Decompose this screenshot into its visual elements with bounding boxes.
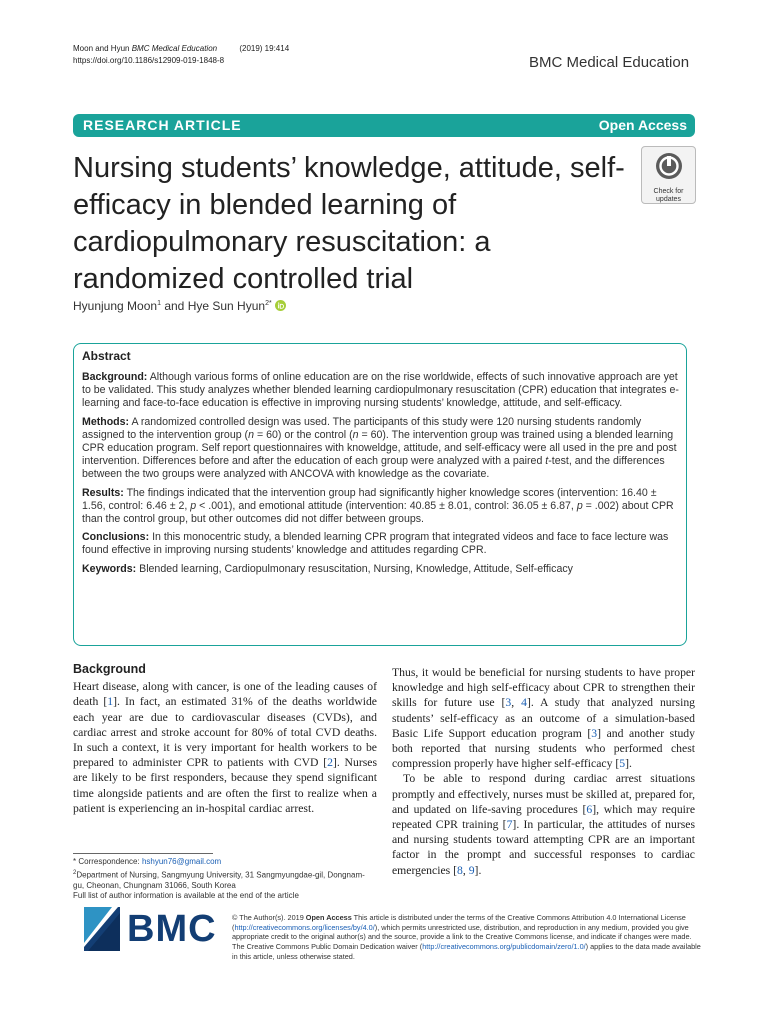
article-title: Nursing students’ knowledge, attitude, self-efficacy in blended learning of cardiopulmonary resuscitation: a randomized controlled trial [73, 152, 625, 295]
article-type-banner [73, 114, 695, 137]
orcid-icon[interactable] [275, 300, 286, 311]
abstract-results [82, 487, 679, 527]
left-text-1: Heart disease, along with cancer, is one of the leading causes of death [ [73, 680, 377, 709]
citation-link[interactable]: 1 [107, 695, 114, 709]
citation-link[interactable]: 2 [327, 756, 333, 770]
article-type-label: RESEARCH ARTICLE [83, 117, 242, 133]
doi-link[interactable]: https://doi.org/10.1186/s12909-019-1848-8 [73, 56, 225, 65]
author-2[interactable]: Hye Sun Hyun [187, 299, 266, 313]
right-text-8: ]. [474, 863, 482, 877]
right-text-3: ] and another study both reported that nursing students who performed chest compression properly have higher self-efficacy [ [392, 726, 695, 771]
right-paragraph-2 [392, 771, 695, 877]
abstract-background [82, 371, 679, 411]
license-text [232, 913, 702, 962]
license-open-access: Open Access [305, 913, 352, 922]
background-section-heading: Background [73, 662, 146, 676]
background-label: Background: [82, 371, 148, 383]
author-list [73, 299, 286, 313]
right-text-1: Thus, it would be beneficial for nursing students to have proper knowledge and high self-efficacy about CPR to strengthen their skills for future use [ [392, 666, 695, 710]
abstract-methods [82, 416, 679, 482]
citation-link[interactable]: 8 [457, 863, 463, 877]
abstract-heading: Abstract [82, 349, 131, 363]
bmc-logo-text: BMC [127, 908, 217, 950]
conclusions-label: Conclusions: [82, 531, 150, 544]
right-text-4: ]. [625, 757, 632, 771]
results-text-2: < .001), and emotional attitude (intervention: 40.85 ± 8.01, control: 36.05 ± 6.87, [199, 499, 577, 512]
methods-n-2: n [352, 428, 359, 441]
right-paragraph-1 [392, 665, 695, 771]
check-line2: updates [656, 196, 681, 203]
results-text-1: The findings indicated that the intervention group had significantly higher knowledge scores (intervention: 16.40 ± 1.56, control: 6.46 ± 2, [82, 486, 657, 512]
license-url-by[interactable]: http://creativecommons.org/licenses/by/4.0/ [234, 922, 375, 932]
abstract-keywords [82, 563, 679, 576]
keywords-label: Keywords: [82, 562, 137, 575]
citation-separator: , [462, 863, 469, 877]
body-right-column [392, 665, 695, 878]
check-line1: Check for [653, 188, 684, 195]
methods-t: t [545, 455, 549, 468]
footnote-divider [73, 853, 213, 854]
citation-authors: Moon and Hyun [73, 44, 130, 53]
citation-link[interactable]: 9 [468, 863, 475, 877]
results-label: Results: [82, 486, 124, 499]
right-text-2: ]. A study that analyzed nursing students’ self-efficacy as an outcome of a simulation-based Basic Life Support education program [ [392, 696, 696, 740]
check-for-updates-text [642, 188, 695, 204]
left-text-2: ]. In fact, an estimated 31% of the deaths worldwide each year are due to cardiovascular diseases (CVDs), and cardiac arrest and stroke account for 80% of total CVD deaths. In such a context, it is very important for health workers to be prepared to administer CPR to patients with CVD [ [73, 695, 377, 770]
license-part-2: This article is distributed under the terms of the Creative Commons Attribution 4.0 International License ( [232, 913, 686, 932]
license-part-4: ) applies to the data made available in this article, unless otherwise stated. [232, 942, 701, 961]
citation-link[interactable]: 3 [591, 726, 598, 740]
author-info-note: Full list of author information is available at the end of the article [73, 891, 299, 901]
right-text-6: ], which may require repeated CPR training [ [392, 802, 696, 832]
body-left-column [73, 662, 377, 816]
right-text-5: To be able to respond during cardiac arrest situations promptly and effectively, nurses must be skilled at, prepared for, and updated on life-saving procedures [ [392, 772, 695, 816]
license-part-3: ), which permits unrestricted use, distribution, and reproduction in any medium, provided you give appropriate credit to the original author(s) and the source, provide a link to the Creative Commons license, and indicate if changes were made. The Creative Commons Public Domain Dedication waiver ( [232, 922, 692, 952]
footnote [73, 857, 373, 902]
methods-text-2: = 60) or the control ( [256, 428, 353, 441]
affiliation-number: 2 [73, 869, 77, 876]
citation-link[interactable]: 6 [586, 802, 593, 816]
citation-link[interactable]: 7 [506, 818, 513, 832]
author-1[interactable]: Hyunjung Moon [73, 299, 158, 313]
background-text: Although various forms of online education are on the rise worldwide, effects of such innovative approach are yet to be validated. This study analyzes whether blended learning cardiopulmonary resuscitation (CPR) education that integrates e-learning and face-to-face education is effective in improving nursing students’ knowledge, attitude, and self-efficacy. [82, 371, 679, 410]
author-2-affiliation: 2* [265, 300, 272, 307]
keywords-text: Blended learning, Cardiopulmonary resuscitation, Nursing, Knowledge, Attitude, Self-efficacy [139, 562, 573, 575]
right-text-7: ]. In particular, the attitudes of nurses and nursing students toward attempting CPR are an important factor in the prompt and successful responses to cardiac emergencies [ [392, 818, 695, 877]
license-url-zero[interactable]: http://creativecommons.org/publicdomain/zero/1.0/ [422, 942, 586, 952]
correspondence-email[interactable]: hshyun76@gmail.com [141, 857, 222, 866]
methods-text-3: = 60). The intervention group was trained using a blended learning CPR education program. Self report questionnaires with knoweldge, attitude, and self-efficacy were all used in the pre and post intervention. Differences before and after the education of each group were analyzed with a paired [82, 428, 677, 468]
correspondence-line [73, 857, 373, 868]
citation-year: (2019) 19:414 [239, 44, 290, 53]
results-p-a: p [190, 499, 197, 512]
methods-text-1: A randomized controlled design was used. The participants of this study were 120 nursing students randomly assigned to the intervention group ( [82, 415, 642, 441]
results-p-b: p [576, 499, 583, 512]
authors-and: and [164, 299, 185, 313]
bmc-logo[interactable] [84, 905, 222, 957]
citation-line [73, 43, 289, 54]
methods-label: Methods: [82, 415, 130, 428]
open-access-label[interactable]: Open Access [598, 117, 687, 133]
abstract-box [73, 343, 687, 646]
conclusions-text: In this monocentric study, a blended learning CPR program that integrated videos and face to face lecture was found effective in improving nursing students’ knowledge and attitudes regarding CPR. [82, 531, 669, 557]
affiliation-line [73, 868, 373, 892]
left-text-3: ]. Nurses are likely to be first responders, because they spend significant time alongside patients and are often the first to realize when a patient is experiencing an in-hospital cardiac arrest. [73, 756, 378, 815]
methods-text-4: -test, and the differences between the two groups were analyzed with ANCOVA with knowledge as the covariate. [82, 455, 665, 481]
license-part-1: © The Author(s). 2019 [232, 913, 306, 922]
citation-link[interactable]: 4 [521, 696, 527, 710]
citation-link[interactable]: 3 [505, 696, 512, 710]
citation-separator: , [511, 696, 522, 710]
citation-journal: BMC Medical Education [131, 44, 218, 53]
check-for-updates-button[interactable] [641, 146, 696, 204]
author-1-affiliation: 1 [157, 300, 161, 307]
abstract-conclusions [82, 531, 679, 557]
citation-link[interactable]: 5 [619, 757, 626, 771]
correspondence-label: * Correspondence: [73, 857, 142, 866]
affiliation-text: Department of Nursing, Sangmyung University, 31 Sangmyungdae-gil, Dongnam-gu, Cheonan, Chungnam 31066, South Korea [73, 870, 365, 890]
methods-n-1: n [248, 428, 254, 441]
journal-name: BMC Medical Education [529, 54, 690, 71]
results-text-3: = .002) about CPR than the control group, but other outcomes did not differ between groups. [82, 499, 674, 526]
check-for-updates-icon [654, 151, 684, 181]
